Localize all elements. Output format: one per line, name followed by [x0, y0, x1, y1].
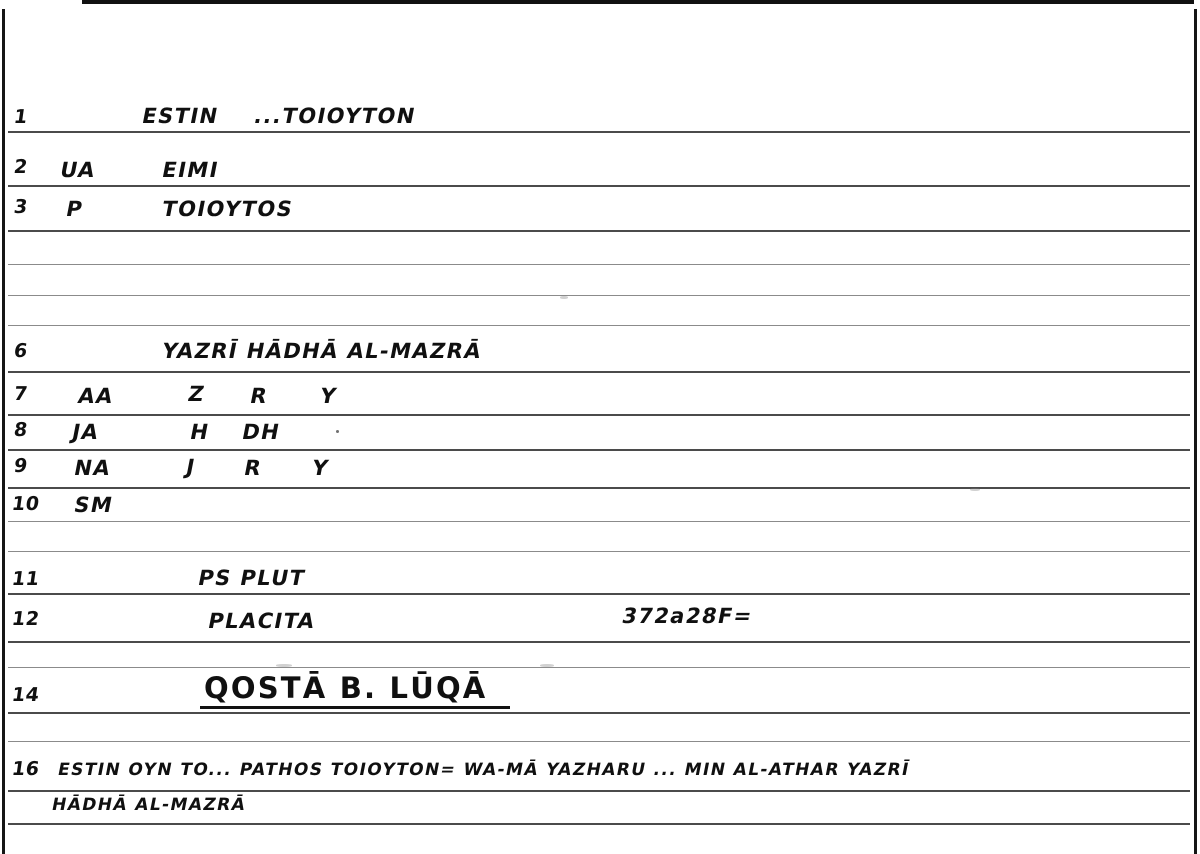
rule-line: [8, 264, 1190, 265]
stray-mark: [540, 664, 554, 667]
stray-mark: [560, 296, 568, 299]
card-right-border: [1194, 9, 1197, 854]
line-text-col2: ESTIN: [140, 104, 221, 128]
line-text-col1: SM: [72, 493, 116, 517]
line-text-col2: J: [184, 455, 198, 479]
line-text-col3: DH: [240, 420, 283, 444]
line-number: 11: [10, 568, 41, 590]
rule-line: [8, 667, 1190, 668]
line-text-col4: Y: [310, 456, 332, 480]
card-top-border: [0, 0, 1200, 9]
rule-line: [8, 521, 1190, 522]
line-text-col2: Z: [186, 382, 208, 406]
line-number: 2: [12, 156, 30, 178]
stray-mark: [276, 664, 292, 667]
line-number: 14: [10, 684, 41, 706]
line-number: 3: [12, 196, 30, 218]
rule-line: [8, 449, 1190, 451]
line-number: 10: [10, 493, 41, 515]
line-text-col2: YAZRĪ HĀDHĀ AL-MAZRĀ: [160, 339, 485, 363]
card-heading: QOSTĀ B. LŪQĀ: [204, 671, 488, 705]
heading-underline: [200, 706, 510, 709]
rule-line: [8, 295, 1190, 296]
line-text-col1: NA: [72, 456, 114, 480]
rule-line: [8, 185, 1190, 187]
rule-line: [8, 741, 1190, 742]
line-number: 12: [10, 608, 41, 630]
line-text-col2: EIMI: [160, 158, 222, 182]
stray-mark: [336, 430, 339, 433]
line-text-continuation: HĀDHĀ AL-MAZRĀ: [50, 795, 248, 815]
rule-line: [8, 371, 1190, 373]
line-text-col2: ESTIN OYN TO... PATHOS TOIOYTON= WA-MĀ YAZHARU ... MIN AL-ATHAR YAZRĪ: [56, 760, 912, 780]
line-number: 1: [12, 106, 30, 128]
rule-line: [8, 641, 1190, 643]
reference-text: 372a28F=: [620, 604, 756, 628]
rule-line: [8, 712, 1190, 714]
line-text-col2: H: [188, 420, 212, 444]
rule-line: [8, 551, 1190, 552]
rule-line: [8, 325, 1190, 326]
line-text-col1: AA: [76, 384, 116, 408]
line-text-col1: UA: [58, 158, 99, 182]
line-number: 9: [12, 455, 30, 477]
stray-mark: [970, 488, 980, 491]
line-text-col3: R: [242, 456, 265, 480]
line-number: 16: [10, 758, 41, 780]
line-text-col2: PLACITA: [206, 609, 318, 633]
line-text-col2: PS PLUT: [196, 566, 308, 590]
card-left-border: [2, 9, 5, 854]
rule-line: [8, 230, 1190, 232]
line-text-col2: TOIOYTOS: [160, 197, 296, 221]
rule-line: [8, 131, 1190, 133]
line-text-col1: P: [64, 197, 86, 221]
line-number: 8: [12, 419, 30, 441]
rule-line: [8, 790, 1190, 792]
rule-line: [8, 823, 1190, 825]
rule-line: [8, 414, 1190, 416]
line-text-col4: Y: [318, 384, 340, 408]
rule-line: [8, 487, 1190, 489]
line-text-col1: JA: [70, 420, 102, 444]
line-number: 6: [12, 340, 30, 362]
line-number: 7: [12, 383, 30, 405]
line-text-col3: R: [248, 384, 271, 408]
line-text-col3: ...TOIOYTON: [252, 104, 419, 128]
rule-line: [8, 593, 1190, 595]
